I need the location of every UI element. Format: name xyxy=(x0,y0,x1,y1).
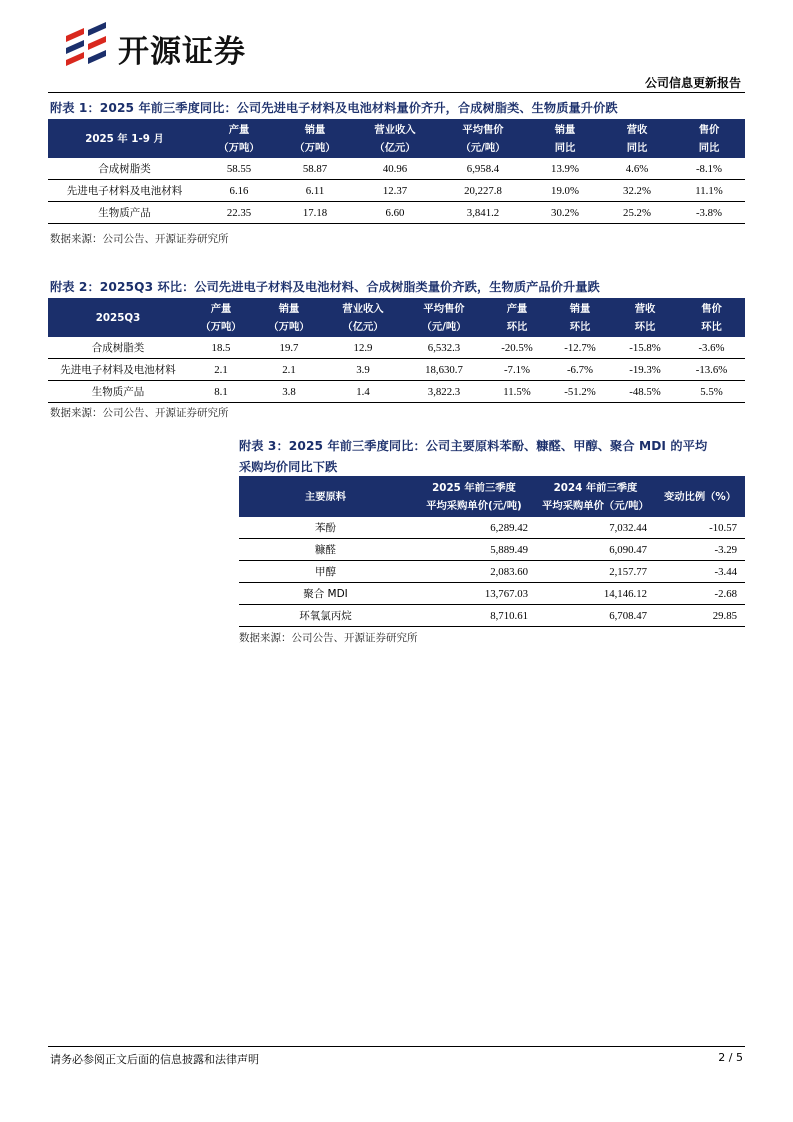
row-label: 环氧氯丙烷 xyxy=(239,605,412,627)
table-cell: 13,767.03 xyxy=(412,583,536,605)
table1-header-revenue: 营业收入 （亿元） xyxy=(353,119,437,158)
table3-header-2024-price: 2024 年前三季度 平均采购单价（元/吨） xyxy=(536,476,655,517)
table2-header-sales-qoq: 销量 环比 xyxy=(548,298,612,337)
row-label: 先进电子材料及电池材料 xyxy=(48,180,201,202)
table-row xyxy=(48,359,745,381)
table-cell: -6.7% xyxy=(548,359,612,381)
row-label: 生物质产品 xyxy=(48,202,201,224)
table-cell: 8,710.61 xyxy=(412,605,536,627)
table-cell: 3,841.2 xyxy=(437,202,529,224)
table-cell: -3.29 xyxy=(655,539,745,561)
table-row xyxy=(239,583,745,605)
table-cell: 58.55 xyxy=(201,158,277,180)
table3-header-row xyxy=(239,476,745,517)
table-cell: 19.0% xyxy=(529,180,601,202)
brand-name: 开源证券 xyxy=(118,34,246,70)
row-label: 合成树脂类 xyxy=(48,337,188,359)
table3-caption-line2: 采购均价同比下跌 xyxy=(239,460,338,474)
table-cell: -8.1% xyxy=(673,158,745,180)
table1-header-output: 产量 （万吨） xyxy=(201,119,277,158)
table-cell: -15.8% xyxy=(612,337,678,359)
table2-header-price-qoq: 售价 环比 xyxy=(678,298,745,337)
table-cell: 6.11 xyxy=(277,180,353,202)
table-row xyxy=(48,381,745,403)
page-number: 2 / 5 xyxy=(718,1051,743,1064)
table1-header-avg-price: 平均售价 （元/吨） xyxy=(437,119,529,158)
table-cell: 3,822.3 xyxy=(402,381,486,403)
table-cell: 6,708.47 xyxy=(536,605,655,627)
table-cell: 8.1 xyxy=(188,381,254,403)
table1-source: 数据来源：公司公告、开源证券研究所 xyxy=(50,233,229,245)
table2-header-output: 产量 （万吨） xyxy=(188,298,254,337)
row-label: 甲醇 xyxy=(239,561,412,583)
header-divider xyxy=(48,92,745,93)
table-cell: 3.8 xyxy=(254,381,324,403)
table3-caption-line1: 附表 3：2025 年前三季度同比：公司主要原料苯酚、糠醛、甲醇、聚合 MDI 的平均 xyxy=(239,439,708,453)
table-cell: 4.6% xyxy=(601,158,673,180)
table-cell: -19.3% xyxy=(612,359,678,381)
table-cell: -3.44 xyxy=(655,561,745,583)
row-label: 聚合 MDI xyxy=(239,583,412,605)
table-cell: -48.5% xyxy=(612,381,678,403)
table2-header-sales: 销量 （万吨） xyxy=(254,298,324,337)
table-cell: 29.85 xyxy=(655,605,745,627)
table1-header-sales: 销量 （万吨） xyxy=(277,119,353,158)
table-cell: 5,889.49 xyxy=(412,539,536,561)
table-cell: 6.16 xyxy=(201,180,277,202)
table1 xyxy=(48,119,745,224)
table2-header-row xyxy=(48,298,745,337)
table-cell: -3.6% xyxy=(678,337,745,359)
table-row xyxy=(239,605,745,627)
table-cell: -7.1% xyxy=(486,359,548,381)
table-row xyxy=(239,561,745,583)
table-cell: 7,032.44 xyxy=(536,517,655,539)
table-cell: -12.7% xyxy=(548,337,612,359)
table-cell: 32.2% xyxy=(601,180,673,202)
table-cell: -2.68 xyxy=(655,583,745,605)
table-cell: 22.35 xyxy=(201,202,277,224)
footer-divider xyxy=(48,1046,745,1047)
table-cell: 6,090.47 xyxy=(536,539,655,561)
row-label: 苯酚 xyxy=(239,517,412,539)
table-cell: 2.1 xyxy=(254,359,324,381)
table-cell: 12.37 xyxy=(353,180,437,202)
table-cell: 20,227.8 xyxy=(437,180,529,202)
table-cell: 3.9 xyxy=(324,359,402,381)
table-cell: 17.18 xyxy=(277,202,353,224)
table-row xyxy=(48,337,745,359)
table-cell: 6,532.3 xyxy=(402,337,486,359)
table-cell: 18,630.7 xyxy=(402,359,486,381)
table-cell: -3.8% xyxy=(673,202,745,224)
table-cell: 58.87 xyxy=(277,158,353,180)
table3-source: 数据来源：公司公告、开源证券研究所 xyxy=(239,632,418,644)
table-cell: 12.9 xyxy=(324,337,402,359)
table-cell: 5.5% xyxy=(678,381,745,403)
table-cell: 30.2% xyxy=(529,202,601,224)
row-label: 糠醛 xyxy=(239,539,412,561)
table-row xyxy=(239,539,745,561)
table3 xyxy=(239,476,745,627)
table2-header-revenue-qoq: 营收 环比 xyxy=(612,298,678,337)
table-cell: 25.2% xyxy=(601,202,673,224)
table3-header-2025-price: 2025 年前三季度 平均采购单价(元/吨) xyxy=(412,476,536,517)
table-cell: 13.9% xyxy=(529,158,601,180)
table1-header-revenue-yoy: 营收 同比 xyxy=(601,119,673,158)
table-cell: -13.6% xyxy=(678,359,745,381)
table1-header-row xyxy=(48,119,745,158)
table-cell: 6.60 xyxy=(353,202,437,224)
table-cell: 6,958.4 xyxy=(437,158,529,180)
table-cell: 18.5 xyxy=(188,337,254,359)
table2-source: 数据来源：公司公告、开源证券研究所 xyxy=(50,407,229,419)
table-row xyxy=(48,180,745,202)
row-label: 生物质产品 xyxy=(48,381,188,403)
table3-header-material: 主要原料 xyxy=(239,476,412,517)
table-cell: -20.5% xyxy=(486,337,548,359)
table-cell: 2.1 xyxy=(188,359,254,381)
table-cell: 2,157.77 xyxy=(536,561,655,583)
table-cell: 11.1% xyxy=(673,180,745,202)
table-row xyxy=(48,202,745,224)
table3-header-change: 变动比例（%） xyxy=(655,476,745,517)
table1-header-sales-yoy: 销量 同比 xyxy=(529,119,601,158)
row-label: 先进电子材料及电池材料 xyxy=(48,359,188,381)
table-cell: -10.57 xyxy=(655,517,745,539)
row-label: 合成树脂类 xyxy=(48,158,201,180)
table-cell: 14,146.12 xyxy=(536,583,655,605)
table-cell: 11.5% xyxy=(486,381,548,403)
table1-caption: 附表 1：2025 年前三季度同比：公司先进电子材料及电池材料量价齐升，合成树脂类、生物质量升价跌 xyxy=(50,101,618,115)
table2-header-revenue: 营业收入 （亿元） xyxy=(324,298,402,337)
table1-header-period: 2025 年 1-9 月 xyxy=(48,119,201,158)
report-type: 公司信息更新报告 xyxy=(644,76,741,90)
table-cell: 6,289.42 xyxy=(412,517,536,539)
table2-header-output-qoq: 产量 环比 xyxy=(486,298,548,337)
table-cell: 1.4 xyxy=(324,381,402,403)
table-row xyxy=(239,517,745,539)
logo-mark-icon xyxy=(62,22,118,74)
table-cell: 19.7 xyxy=(254,337,324,359)
table2-header-period: 2025Q3 xyxy=(48,298,188,337)
footer-disclaimer: 请务必参阅正文后面的信息披露和法律声明 xyxy=(50,1053,259,1066)
table2-header-avg-price: 平均售价 （元/吨） xyxy=(402,298,486,337)
table2-caption: 附表 2：2025Q3 环比：公司先进电子材料及电池材料、合成树脂类量价齐跌，生物质产品价升量跌 xyxy=(50,280,600,294)
table-cell: 40.96 xyxy=(353,158,437,180)
table2 xyxy=(48,298,745,403)
table1-header-price-yoy: 售价 同比 xyxy=(673,119,745,158)
table-cell: -51.2% xyxy=(548,381,612,403)
table-row xyxy=(48,158,745,180)
table-cell: 2,083.60 xyxy=(412,561,536,583)
